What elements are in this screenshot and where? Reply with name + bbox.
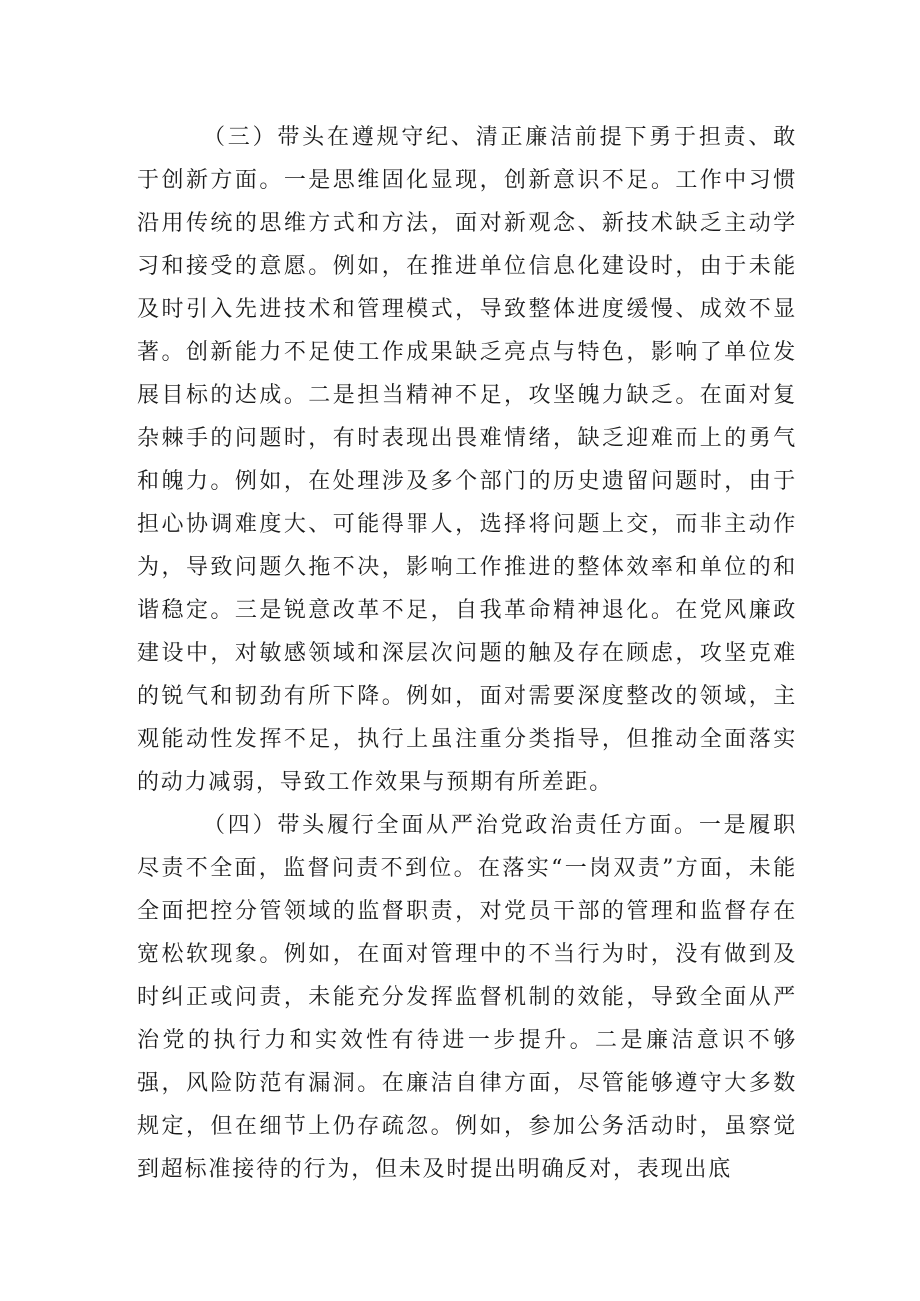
document-body xyxy=(137,116,797,1191)
paragraph-section-three: （三）带头在遵规守纪、清正廉洁前提下勇于担责、敢于创新方面。一是思维固化显现，创新意识不足。工作中习惯沿用传统的思维方式和方法，面对新观念、新技术缺乏主动学习和接受的意愿。例如，在推进单位信息化建设时，由于未能及时引入先进技术和管理模式，导致整体进度缓慢、成效不显著。创新能力不足使工作成果缺乏亮点与特色，影响了单位发展目标的达成。二是担当精神不足，攻坚魄力缺乏。在面对复杂棘手的问题时，有时表现出畏难情绪，缺乏迎难而上的勇气和魄力。例如，在处理涉及多个部门的历史遗留问题时，由于担心协调难度大、可能得罪人，选择将问题上交，而非主动作为，导致问题久拖不决，影响工作推进的整体效率和单位的和谐稳定。三是锐意改革不足，自我革命精神退化。在党风廉政建设中，对敏感领域和深层次问题的触及存在顾虑，攻坚克难的锐气和韧劲有所下降。例如，面对需要深度整改的领域，主观能动性发挥不足，执行上虽注重分类指导，但推动全面落实的动力减弱，导致工作效果与预期有所差距。 xyxy=(137,125,797,795)
paragraph-section-four: （四）带头履行全面从严治党政治责任方面。一是履职尽责不全面，监督问责不到位。在落实“一岗双责”方面，未能全面把控分管领域的监督职责，对党员干部的管理和监督存在宽松软现象。例如，在面对管理中的不当行为时，没有做到及时纠正或问责，未能充分发挥监督机制的效能，导致全面从严治党的执行力和实效性有待进一步提升。二是廉洁意识不够强，风险防范有漏洞。在廉洁自律方面，尽管能够遵守大多数规定，但在细节上仍存疏忽。例如，参加公务活动时，虽察觉到超标准接待的行为，但未及时提出明确反对，表现出底 xyxy=(137,813,797,1182)
